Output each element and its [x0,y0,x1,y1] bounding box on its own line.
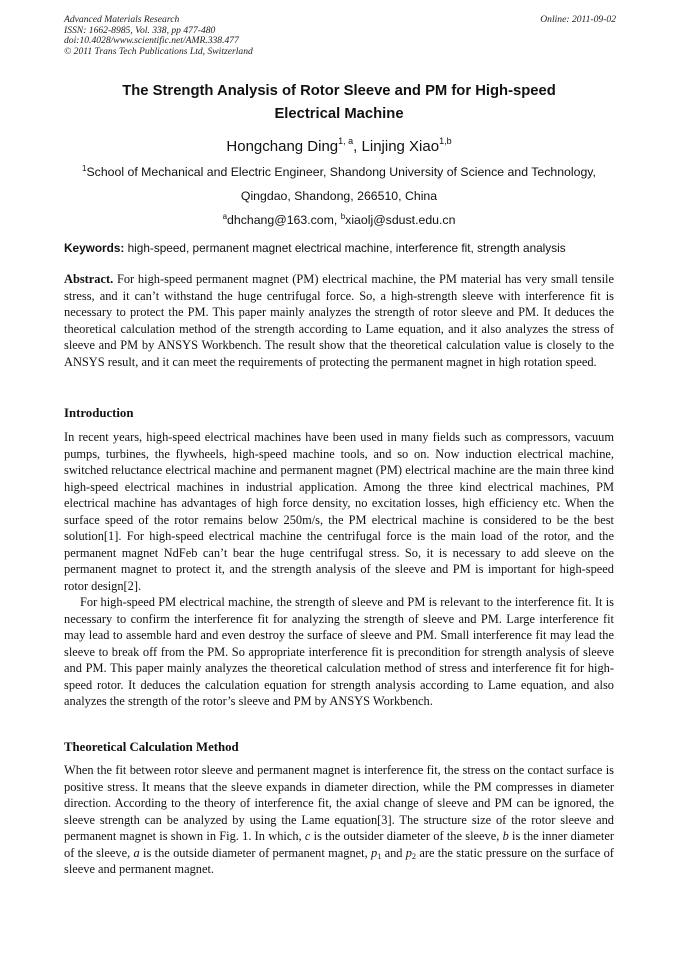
introduction-section [64,429,614,710]
paper-title [64,80,614,126]
keywords-text: high-speed, permanent magnet electrical machine, interference fit, strength analysis [127,241,566,255]
variable-b: b [502,829,509,843]
email-line [64,208,614,232]
text-run: is the inner diameter of the sleeve, [64,829,614,860]
abstract-label: Abstract. [64,272,114,286]
affiliation-line-2: Qingdao, Shandong, 266510, China [240,189,438,203]
author-name: Hongchang Ding [226,138,339,155]
issn-line: ISSN: 1662-8985, Vol. 338, pp 477-480 [64,24,216,36]
variable-p2: p [405,845,412,860]
paragraph [64,762,614,878]
email-mark-b: b [340,212,346,221]
title-line-2: Electrical Machine [274,106,404,122]
subscript-1: 1 [377,851,382,861]
email-a: dhchang@163.com, [227,213,338,227]
affiliation-mark: 1 [82,164,87,173]
text-run: is the outsider diameter of the sleeve, [313,829,500,843]
email-b: xiaolj@sdust.edu.cn [345,213,456,227]
author-affiliation-mark: 1, a [338,136,354,146]
affiliation-text: School of Mechanical and Electric Engineer, Shandong University of Science and Technology, [86,165,596,179]
journal-header [64,15,616,57]
keywords [64,240,624,256]
doi-line: doi:10.4028/www.scientific.net/AMR.338.477 [64,35,239,47]
author-affiliation-mark: 1,b [439,136,452,146]
paragraph: In recent years, high-speed electrical machines have been used in many fields such as compressors, vacuum pumps, turbines, the flywheels, high-speed machine tools, and so on. Now induction electrical machine, switched reluctance electrical machine and permanent magnet (PM) electrical machine are the main three kind high-speed electrical machines in industrial application. Among the three kind electrical machines, PM electrical machine has advantages of high force density, no excitation losses, high efficiency etc. When the surface speed of the rotor remains below 250m/s, the PM electrical machine is considered to be the best solution[1]. For high-speed electrical machine the centrifugal force is the main load of the rotor, and the permanent magnet NdFeb can’t bear the huge centrifugal stress. So, it is necessary to add sleeve on the permanent magnet to protect it, and the strength analysis of the sleeve and PM is important for high-speed rotor design[2]. [64,430,614,593]
theory-section [64,762,614,878]
email-mark-a: a [222,212,228,221]
section-heading-theory: Theoretical Calculation Method [64,740,239,754]
text-run: is the outside diameter of permanent magnet, [143,845,368,860]
affiliation-block [64,160,614,232]
section-heading-introduction: Introduction [64,406,134,420]
paragraph: For high-speed PM electrical machine, the strength of sleeve and PM is relevant to the interference fit. It is necessary to confirm the interference fit for analyzing the strength of sleeve and PM. Large interference fit may lead to assemble hard and even destroy the surface of sleeve and PM. Small interference fit may lead the sleeve to break off from the PM. So appropriate interference fit is precondition for strength analysis of sleeve and PM. This paper mainly analyzes the theoretical calculation method of stress and interference fit for high-speed rotor. It deduces the calculation equation for strength analysis according to Lame equation, and also analyzes the strength of the rotor’s sleeve and PM by ANSYS Workbench. [64,595,614,708]
copyright-line: © 2011 Trans Tech Publications Ltd, Switzerland [64,45,253,57]
text-run: When the fit between rotor sleeve and permanent magnet is interference fit, the stress on the contact surface is positive stress. It means that the sleeve expands in diameter direction, while the PM compresses in diameter direction. According to the theory of interference fit, the axial change of sleeve and PM can be ignored, the sleeve strength can be analyzed by using the Lame equation[3]. The structure size of the rotor sleeve and permanent magnet is shown in Fig. 1. In which, [64,763,614,843]
variable-c: c [304,829,311,843]
abstract [64,271,614,370]
subscript-2: 2 [412,851,416,861]
text-run: are the static pressure on the surface of sleeve and permanent magnet. [64,845,614,876]
text-run: and [384,845,403,860]
variable-a: a [133,845,140,860]
title-line-1: The Strength Analysis of Rotor Sleeve and PM for High-speed [122,83,556,99]
author-name: Linjing Xiao [361,138,440,155]
abstract-text: For high-speed permanent magnet (PM) electrical machine, the PM material has very small tensile stress, and it can’t withstand the huge centrifugal force. So, a high-strength sleeve with interference fit is necessary to protect the PM. This paper mainly analyzes the strength of rotor sleeve and PM. It deduces the theoretical calculation method of the strength according to Lame equation, and it also analyzes the stress of sleeve and PM by ANSYS Workbench. The result show that the theoretical calculation value is closely to the ANSYS result, and it can meet the requirements of protecting the permanent magnet in high rotation speed. [64,272,614,369]
affiliation-line-1 [64,160,614,184]
online-date: Online: 2011-09-02 [540,14,616,25]
author-list: Hongchang Ding$^{1, a}$, Linjing Xiao$^{1,b}$ [226,136,452,155]
journal-name: Advanced Materials Research [64,14,180,25]
variable-p1: p [371,845,378,860]
keywords-label: Keywords: [64,241,125,255]
